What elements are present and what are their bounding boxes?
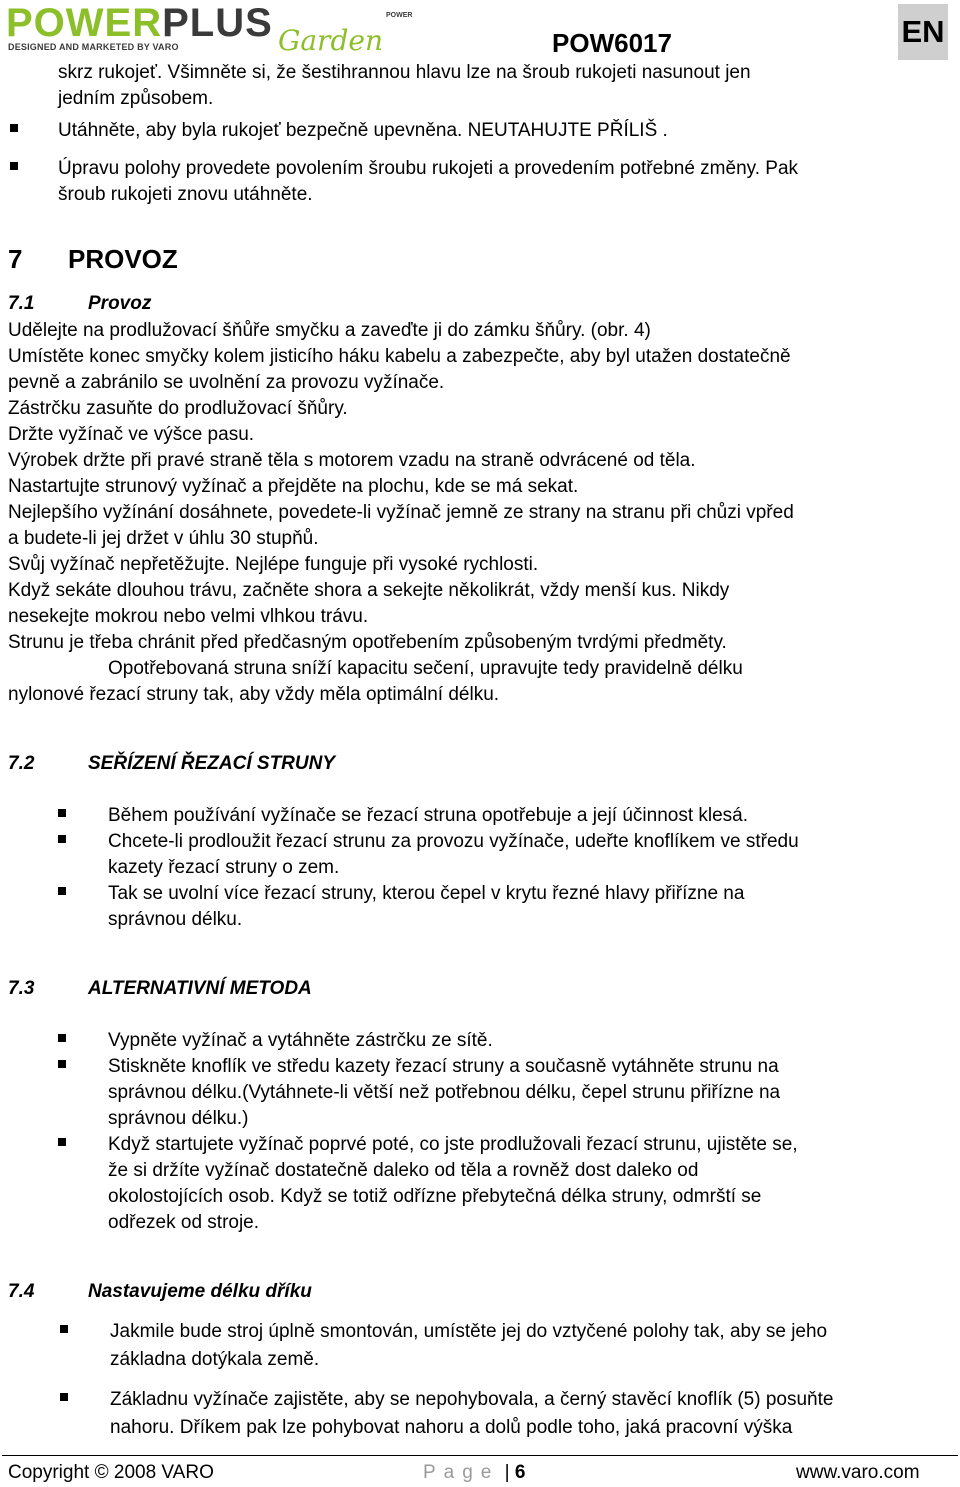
brand-logo <box>6 2 426 56</box>
bullet-square-icon <box>58 1060 66 1068</box>
paragraph-line: Opotřebovaná struna sníží kapacitu sečení, upravujte tedy pravidelně délku <box>108 658 743 679</box>
paragraph-line: nylonové řezací struny tak, aby vždy měla optimální délku. <box>8 684 500 705</box>
bullet-text: Jakmile bude stroj úplně smontován, umístěte jej do vztyčené polohy tak, aby se jeho <box>110 1321 828 1342</box>
paragraph-line: Nejlepšího vyžínání dosáhnete, povedete-li vyžínač jemně ze strany na stranu při chůzi vpřed <box>8 502 794 523</box>
bullet-text: nahoru. Dříkem pak lze pohybovat nahoru a dolů podle toho, jaká pracovní výška <box>110 1417 793 1438</box>
bullet-square-icon <box>10 162 18 170</box>
subsection-title: ALTERNATIVNÍ METODA <box>88 978 312 999</box>
subsection-number: 7.1 <box>8 293 35 314</box>
paragraph-line: Umístěte konec smyčky kolem jisticího háku kabelu a zabezpečte, aby byl utažen dostatečně <box>8 346 791 367</box>
bullet-square-icon <box>58 887 66 895</box>
subsection-number: 7.2 <box>8 753 35 774</box>
bullet-square-icon <box>58 1034 66 1042</box>
section-number: 7 <box>8 244 23 274</box>
bullet-square-icon <box>60 1325 68 1333</box>
footer-page-number: 6 <box>514 1462 526 1483</box>
bullet-text: Vypněte vyžínač a vytáhněte zástrčku ze sítě. <box>108 1030 493 1051</box>
paragraph-line: Strunu je třeba chránit před předčasným opotřebením způsobeným tvrdými předměty. <box>8 632 727 653</box>
bullet-text: kazety řezací struny o zem. <box>108 857 340 878</box>
paragraph-line: Když sekáte dlouhou trávu, začněte shora a sekejte několikrát, vždy menší kus. Nikdy <box>8 580 730 601</box>
logo-power: POWER <box>6 1 163 45</box>
footer-website-link[interactable]: www.varo.com <box>796 1462 920 1483</box>
bullet-text: Stiskněte knoflík ve středu kazety řezací struny a současně vytáhněte strunu na <box>108 1056 779 1077</box>
bullet-text: Chcete-li prodloužit řezací strunu za provozu vyžínače, udeřte knoflíkem ve středu <box>108 831 799 852</box>
intro-line: skrz rukojeť. Všimněte si, že šestihrannou hlavu lze na šroub rukojeti nasunout jen <box>58 62 751 83</box>
intro-line: jedním způsobem. <box>58 88 214 109</box>
footer-page-separator: | <box>504 1462 510 1483</box>
subsection-title: SEŘÍZENÍ ŘEZACÍ STRUNY <box>88 753 336 774</box>
bullet-text: že si držíte vyžínač dostatečně daleko od těla a rovněž dost daleko od <box>108 1160 699 1181</box>
bullet-text: základna dotýkala země. <box>110 1349 320 1370</box>
footer-copyright: Copyright © 2008 VARO <box>8 1462 214 1483</box>
paragraph-line: Nastartujte strunový vyžínač a přejděte na plochu, kde se má sekat. <box>8 476 579 497</box>
paragraph-line: nesekejte mokrou nebo velmi vlhkou trávu. <box>8 606 369 627</box>
section-title: PROVOZ <box>68 244 178 274</box>
intro-bullet-text: Utáhněte, aby byla rukojeť bezpečně upevněna. NEUTAHUJTE PŘÍLIŠ . <box>58 120 668 141</box>
intro-bullet-text: Úpravu polohy provedete povolením šroubu rukojeti a provedením potřebné změny. Pak <box>58 158 799 179</box>
footer-page-indicator <box>423 1461 525 1485</box>
language-badge: EN <box>898 4 948 60</box>
logo-tagline: DESIGNED AND MARKETED BY VARO <box>8 42 179 52</box>
bullet-text: Základnu vyžínače zajistěte, aby se nepohybovala, a černý stavěcí knoflík (5) posuňte <box>110 1389 834 1410</box>
paragraph-line: Svůj vyžínač nepřetěžujte. Nejlépe funguje při vysoké rychlosti. <box>8 554 539 575</box>
footer-divider <box>2 1455 958 1456</box>
bullet-text: Tak se uvolní více řezací struny, kterou čepel v krytu řezné hlavy přiřízne na <box>108 883 745 904</box>
intro-bullet-text: šroub rukojeti znovu utáhněte. <box>58 184 313 205</box>
paragraph-line: pevně a zabránilo se uvolnění za provozu vyžínače. <box>8 372 445 393</box>
paragraph-line: Zástrčku zasuňte do prodlužovací šňůry. <box>8 398 348 419</box>
bullet-square-icon <box>60 1393 68 1401</box>
subsection-title: Provoz <box>88 293 152 314</box>
subsection-number: 7.3 <box>8 978 35 999</box>
logo-plus: PLUS <box>162 1 273 45</box>
bullet-square-icon <box>58 809 66 817</box>
paragraph-line: Udělejte na prodlužovací šňůře smyčku a zaveďte ji do zámku šňůry. (obr. 4) <box>8 320 651 341</box>
bullet-text: správnou délku. <box>108 909 243 930</box>
footer-page-word: Page <box>423 1462 500 1483</box>
paragraph-line: Držte vyžínač ve výšce pasu. <box>8 424 255 445</box>
model-number: POW6017 <box>552 28 672 58</box>
paragraph-line: a budete-li jej držet v úhlu 30 stupňů. <box>8 528 319 549</box>
bullet-square-icon <box>58 835 66 843</box>
paragraph-line: Výrobek držte při pravé straně těla s motorem vzadu na straně odvrácené od těla. <box>8 450 696 471</box>
logo-wordmark <box>6 2 273 44</box>
logo-garden: Garden <box>278 24 383 57</box>
logo-power-small: POWER <box>386 12 413 19</box>
bullet-text: Během používání vyžínače se řezací struna opotřebuje a její účinnost klesá. <box>108 805 749 826</box>
subsection-title: Nastavujeme délku dříku <box>88 1281 312 1302</box>
bullet-square-icon <box>58 1138 66 1146</box>
bullet-square-icon <box>10 124 18 132</box>
bullet-text: správnou délku.(Vytáhnete-li větší než potřebnou délku, čepel strunu přiřízne na <box>108 1082 781 1103</box>
bullet-text: okolostojících osob. Když se totiž odřízne přebytečná délka struny, odmrští se <box>108 1186 762 1207</box>
bullet-text: odřezek od stroje. <box>108 1212 260 1233</box>
bullet-text: správnou délku.) <box>108 1108 249 1129</box>
bullet-text: Když startujete vyžínač poprvé poté, co jste prodlužovali řezací strunu, ujistěte se, <box>108 1134 798 1155</box>
subsection-number: 7.4 <box>8 1281 35 1302</box>
